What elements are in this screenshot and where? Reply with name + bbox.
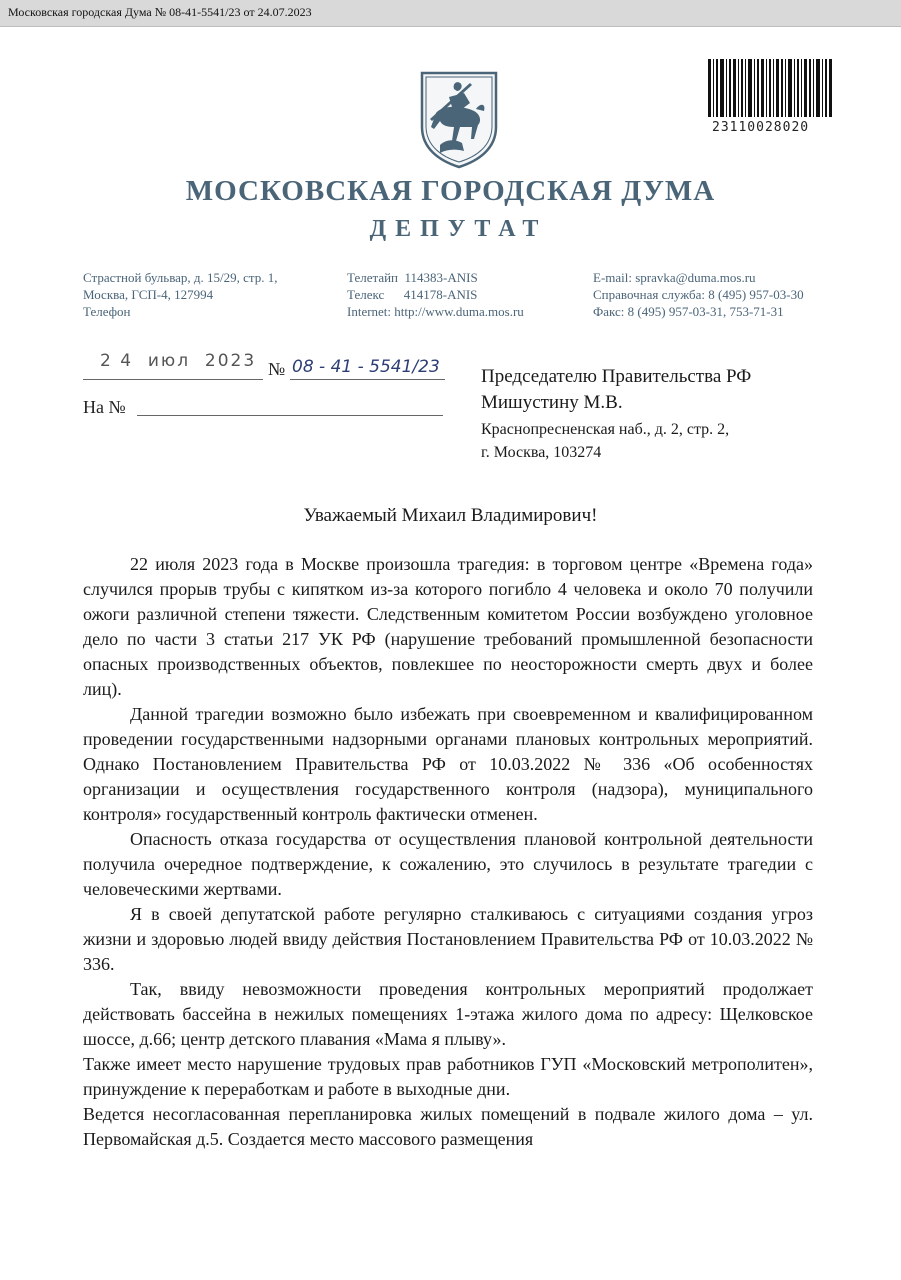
addressee-block [481,364,751,464]
letter-page [0,27,901,1280]
body-paragraph: Также имеет место нарушение трудовых прав работников ГУП «Московский метрополитен», принуждение к переработкам и работе в выходные дни. [83,1054,813,1099]
body-paragraph: 22 июля 2023 года в Москве произошла трагедия: в торговом центре «Времена года» случился прорыв трубы с кипятком из-за которого погибло 4 человека и около 70 получили ожоги различной степени тяжести. Следственным комитетом России возбуждено уголовное дело по части 3 статьи 217 УК РФ (нарушение требований промышленной безопасности опасных производственных объектов, повлекшее по неосторожности смерть двух и более лиц). [83,554,813,699]
addressee-city: г. Москва, 103274 [481,444,602,461]
contacts-address [83,269,278,320]
organization-name: МОСКОВСКАЯ ГОРОДСКАЯ ДУМА [185,175,716,207]
body-paragraph: Опасность отказа государства от осуществления плановой контрольной деятельности получила очередное подтверждение, к сожалению, это случилось в результате трагедии с человеческими жертвами. [83,829,813,899]
moscow-coat-of-arms-icon [416,69,502,169]
registration-date-stamp: 2 4 июл 2023 [100,351,257,371]
salutation: Уважаемый Михаил Владимирович! [303,505,598,526]
contacts-email [593,269,804,320]
letter-body [83,552,813,1152]
body-paragraph: Данной трагедии возможно было избежать при своевременном и квалифицированном проведении государственными надзорными органами плановых контрольных мероприятий. Однако Постановлением Правительства РФ от 10.03.2022 № 336 «Об особенностях организации и осуществления государственного контроля (надзора), муниципального контроля» государственный контроль фактически отменен. [83,704,813,824]
body-paragraph: Ведется несогласованная перепланировка жилых помещений в подвале жилого дома – ул. Первомайская д.5. Создается место массового размещения [83,1104,813,1149]
role-title: ДЕПУТАТ [369,216,548,242]
addressee-name: Мишустину М.В. [481,392,623,413]
contact-line: Справочная служба: 8 (495) 957-03-30 [593,287,804,302]
contact-line: Internet: http://www.duma.mos.ru [347,304,524,319]
body-paragraph: Я в своей депутатской работе регулярно сталкиваюсь с ситуациями создания угроз жизни и здоровью людей ввиду действия Постановлением Правительства РФ от 10.03.2022 № 336. [83,904,813,974]
reply-to-label: На № [83,397,126,417]
body-paragraph: Так, ввиду невозможности проведения контрольных мероприятий продолжает действовать бассейна в нежилых помещениях 1-этажа жилого дома по адресу: Щелковское шоссе, д.66; центр детского плавания «Мама я плыву». [83,979,813,1049]
date-underline [83,379,263,380]
barcode-graphic [706,59,834,121]
document-title-bar [0,0,901,27]
contact-line: Москва, ГСП-4, 127994 [83,287,214,302]
contact-line: Факс: 8 (495) 957-03-31, 753-71-31 [593,304,784,319]
number-underline [290,379,445,380]
number-label: № [268,359,286,379]
contacts-telecom [347,269,524,320]
contact-line: E-mail: spravka@duma.mos.ru [593,270,756,285]
document-title: Московская городская Дума № 08-41-5541/23 от 24.07.2023 [8,5,312,19]
reply-underline [137,415,443,416]
barcode-number: 23110028020 [712,120,810,135]
contact-line: Телетайп 114383-ANIS [347,270,478,285]
registration-number: 08 - 41 - 5541/23 [292,357,440,377]
contact-line: Телекс 414178-ANIS [347,287,478,302]
contact-line: Телефон [83,304,131,319]
addressee-title: Председателю Правительства РФ [481,366,752,387]
contact-line: Страстной бульвар, д. 15/29, стр. 1, [83,270,278,285]
addressee-street: Краснопресненская наб., д. 2, стр. 2, [481,421,730,438]
